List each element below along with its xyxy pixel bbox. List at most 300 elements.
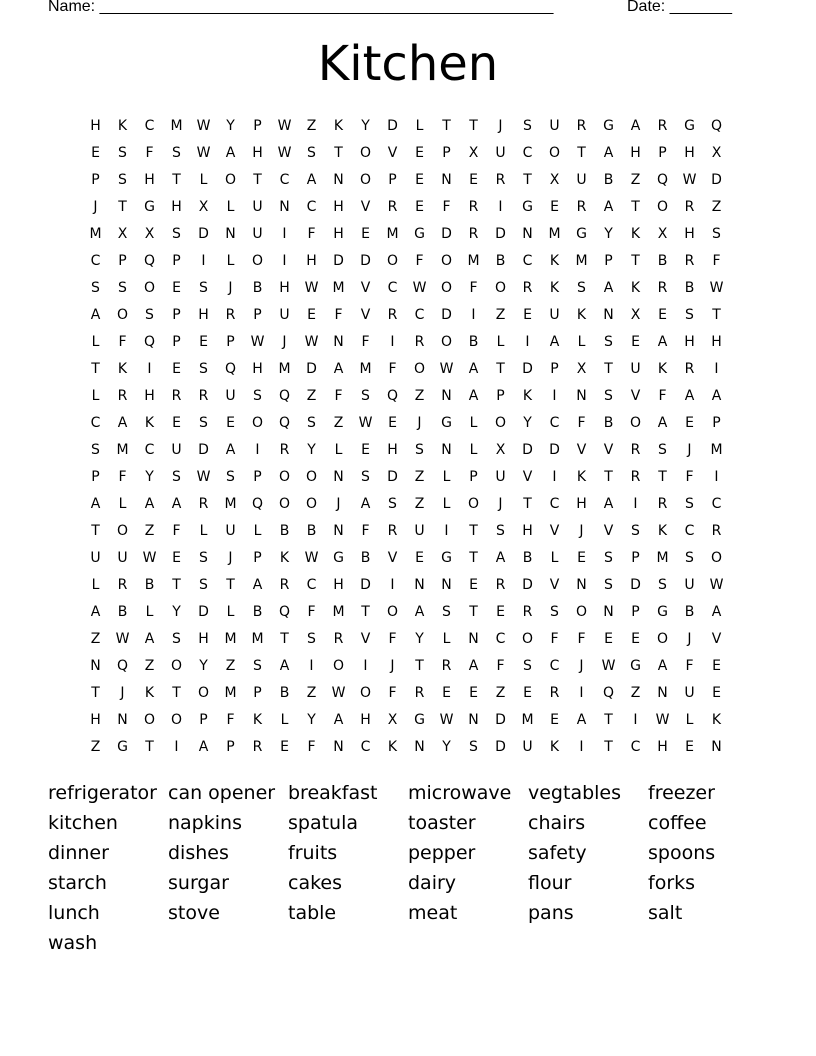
grid-letter: F	[388, 360, 397, 377]
grid-letter: A	[144, 630, 155, 647]
grid-letter: Z	[306, 117, 317, 134]
grid-letter: S	[604, 333, 613, 350]
grid-letter: P	[91, 468, 100, 485]
grid-letter: E	[712, 657, 721, 674]
grid-letter: R	[468, 198, 479, 215]
grid-letter: V	[522, 468, 533, 485]
grid-letter: H	[252, 360, 263, 377]
grid-letter: P	[91, 171, 100, 188]
word-bank-item: fruits	[288, 842, 338, 864]
grid-row	[82, 598, 730, 625]
grid-letter: U	[117, 549, 128, 566]
grid-letter: G	[117, 738, 128, 755]
grid-letter: P	[253, 306, 262, 323]
grid-letter: A	[657, 657, 668, 674]
grid-letter: F	[334, 387, 343, 404]
grid-letter: A	[603, 144, 614, 161]
grid-letter: F	[577, 414, 586, 431]
grid-letter: I	[714, 360, 719, 377]
grid-letter: R	[279, 441, 290, 458]
grid-letter: C	[279, 171, 290, 188]
grid-letter: H	[90, 117, 101, 134]
grid-letter: H	[576, 495, 587, 512]
grid-letter: R	[522, 603, 533, 620]
grid-letter: N	[90, 657, 101, 674]
grid-letter: O	[386, 603, 399, 620]
grid-letter: K	[144, 414, 155, 431]
grid-letter: R	[549, 684, 560, 701]
grid-letter: L	[226, 252, 235, 269]
grid-letter: O	[440, 252, 453, 269]
grid-letter: V	[711, 630, 722, 647]
grid-letter: R	[252, 738, 263, 755]
grid-letter: N	[441, 576, 452, 593]
grid-letter: I	[714, 468, 719, 485]
grid-letter: F	[685, 657, 694, 674]
grid-letter: D	[306, 360, 317, 377]
grid-letter: X	[657, 225, 668, 242]
grid-letter: Q	[602, 684, 615, 701]
grid-letter: H	[657, 738, 668, 755]
grid-letter: R	[684, 198, 695, 215]
grid-letter: N	[333, 171, 344, 188]
grid-letter: O	[278, 495, 291, 512]
grid-letter: I	[552, 387, 557, 404]
grid-letter: K	[711, 711, 722, 728]
grid-letter: U	[225, 387, 236, 404]
grid-letter: D	[522, 576, 533, 593]
grid-letter: O	[359, 144, 372, 161]
grid-letter: G	[441, 414, 452, 431]
grid-row	[82, 166, 730, 193]
grid-letter: K	[630, 225, 641, 242]
grid-letter: S	[199, 279, 208, 296]
grid-letter: X	[576, 360, 587, 377]
grid-letter: W	[304, 333, 319, 350]
grid-letter: O	[305, 495, 318, 512]
grid-letter: W	[655, 711, 670, 728]
grid-letter: F	[388, 630, 397, 647]
grid-letter: G	[603, 117, 614, 134]
grid-letter: Y	[172, 603, 181, 620]
grid-letter: R	[657, 117, 668, 134]
grid-letter: L	[253, 522, 262, 539]
word-bank-item: cakes	[288, 872, 343, 894]
grid-letter: E	[172, 360, 181, 377]
grid-letter: G	[441, 549, 452, 566]
grid-letter: W	[304, 279, 319, 296]
grid-letter: S	[172, 468, 181, 485]
grid-letter: P	[253, 549, 262, 566]
grid-letter: V	[576, 441, 587, 458]
grid-letter: W	[196, 144, 211, 161]
grid-letter: S	[523, 117, 532, 134]
grid-row	[82, 706, 730, 733]
grid-letter: C	[549, 495, 560, 512]
grid-letter: A	[414, 603, 425, 620]
grid-letter: T	[631, 252, 640, 269]
grid-letter: A	[144, 495, 155, 512]
grid-letter: R	[684, 360, 695, 377]
grid-letter: C	[90, 414, 101, 431]
grid-row	[82, 436, 730, 463]
grid-letter: N	[279, 198, 290, 215]
grid-letter: Z	[414, 468, 425, 485]
word-bank-item: pepper	[408, 842, 476, 864]
grid-letter: X	[630, 306, 641, 323]
grid-letter: N	[657, 684, 668, 701]
grid-letter: T	[361, 603, 370, 620]
grid-letter: R	[279, 576, 290, 593]
grid-letter: T	[415, 657, 424, 674]
grid-letter: O	[224, 171, 237, 188]
grid-letter: R	[441, 657, 452, 674]
grid-letter: H	[522, 522, 533, 539]
word-bank-item: spatula	[288, 812, 359, 834]
grid-letter: E	[550, 711, 559, 728]
grid-letter: C	[306, 576, 317, 593]
grid-letter: D	[198, 441, 209, 458]
grid-letter: Y	[145, 468, 154, 485]
grid-letter: W	[682, 171, 697, 188]
grid-letter: B	[495, 252, 506, 269]
grid-letter: B	[117, 603, 128, 620]
grid-letter: G	[144, 198, 155, 215]
grid-letter: L	[442, 630, 451, 647]
grid-letter: A	[90, 603, 101, 620]
grid-letter: F	[442, 198, 451, 215]
grid-letter: Z	[225, 657, 236, 674]
grid-letter: T	[253, 171, 262, 188]
grid-letter: K	[657, 522, 668, 539]
name-field-label: Name: ___________________________________________________	[48, 0, 554, 15]
grid-letter: A	[576, 711, 587, 728]
word-bank-item: toaster	[408, 812, 476, 834]
grid-letter: J	[120, 684, 125, 701]
grid-letter: Y	[226, 117, 235, 134]
grid-letter: W	[412, 279, 427, 296]
grid-row	[82, 409, 730, 436]
grid-letter: I	[579, 684, 584, 701]
grid-letter: M	[710, 441, 723, 458]
grid-letter: Z	[414, 387, 425, 404]
grid-letter: E	[469, 171, 478, 188]
grid-letter: L	[415, 117, 424, 134]
grid-letter: L	[91, 387, 100, 404]
grid-letter: W	[601, 657, 616, 674]
grid-letter: B	[279, 522, 290, 539]
grid-letter: Y	[307, 711, 316, 728]
grid-letter: Q	[143, 333, 156, 350]
grid-letter: P	[172, 333, 181, 350]
grid-letter: P	[199, 711, 208, 728]
grid-letter: E	[550, 198, 559, 215]
grid-letter: L	[145, 603, 154, 620]
grid-letter: F	[469, 279, 478, 296]
grid-letter: H	[684, 333, 695, 350]
grid-letter: V	[603, 522, 614, 539]
grid-letter: I	[201, 252, 206, 269]
grid-letter: C	[684, 522, 695, 539]
grid-letter: R	[495, 576, 506, 593]
grid-letter: K	[387, 738, 398, 755]
grid-letter: A	[306, 171, 317, 188]
grid-letter: V	[630, 387, 641, 404]
word-bank-item: coffee	[648, 812, 707, 834]
grid-letter: P	[253, 468, 262, 485]
grid-letter: D	[711, 171, 722, 188]
grid-letter: W	[277, 117, 292, 134]
grid-letter: X	[711, 144, 722, 161]
grid-letter: K	[279, 549, 290, 566]
grid-letter: R	[576, 198, 587, 215]
grid-letter: J	[579, 522, 584, 539]
grid-letter: L	[685, 711, 694, 728]
grid-letter: S	[442, 603, 451, 620]
grid-letter: J	[390, 657, 395, 674]
grid-letter: O	[116, 306, 129, 323]
grid-letter: M	[575, 252, 588, 269]
grid-letter: N	[333, 468, 344, 485]
word-bank-item: dishes	[168, 842, 229, 864]
grid-letter: P	[712, 414, 721, 431]
grid-letter: I	[255, 441, 260, 458]
grid-letter: L	[226, 603, 235, 620]
grid-letter: X	[117, 225, 128, 242]
word-bank-item: table	[288, 902, 337, 924]
grid-letter: C	[144, 441, 155, 458]
grid-letter: A	[252, 576, 263, 593]
grid-letter: X	[144, 225, 155, 242]
word-bank-row	[48, 898, 788, 928]
grid-letter: J	[687, 630, 692, 647]
grid-letter: P	[172, 306, 181, 323]
grid-letter: A	[360, 495, 371, 512]
grid-letter: N	[522, 225, 533, 242]
grid-letter: Y	[199, 657, 208, 674]
grid-letter: J	[336, 495, 341, 512]
grid-letter: L	[91, 333, 100, 350]
grid-row	[82, 544, 730, 571]
grid-letter: W	[358, 414, 373, 431]
word-bank-item: freezer	[648, 782, 715, 804]
grid-letter: N	[603, 603, 614, 620]
grid-letter: R	[576, 117, 587, 134]
grid-letter: U	[549, 117, 560, 134]
grid-letter: I	[174, 738, 179, 755]
grid-letter: E	[361, 441, 370, 458]
grid-letter: S	[199, 360, 208, 377]
word-bank-item: meat	[408, 902, 458, 924]
word-bank	[48, 778, 788, 958]
grid-letter: E	[685, 414, 694, 431]
grid-letter: P	[226, 333, 235, 350]
grid-letter: Y	[442, 738, 451, 755]
grid-letter: V	[360, 279, 371, 296]
grid-letter: M	[521, 711, 534, 728]
grid-letter: A	[171, 495, 182, 512]
grid-letter: O	[359, 171, 372, 188]
grid-letter: E	[631, 630, 640, 647]
grid-letter: R	[198, 495, 209, 512]
grid-letter: K	[252, 711, 263, 728]
word-bank-item: safety	[528, 842, 587, 864]
grid-letter: U	[252, 198, 263, 215]
grid-letter: D	[360, 252, 371, 269]
grid-letter: Y	[307, 441, 316, 458]
grid-letter: M	[251, 630, 264, 647]
grid-row	[82, 652, 730, 679]
grid-letter: T	[91, 360, 100, 377]
grid-letter: E	[172, 549, 181, 566]
grid-letter: G	[414, 711, 425, 728]
grid-letter: U	[414, 522, 425, 539]
grid-letter: H	[360, 711, 371, 728]
grid-letter: R	[387, 306, 398, 323]
grid-letter: A	[198, 738, 209, 755]
grid-letter: W	[115, 630, 130, 647]
grid-letter: S	[685, 549, 694, 566]
grid-letter: E	[361, 225, 370, 242]
grid-letter: O	[251, 414, 264, 431]
grid-letter: S	[685, 495, 694, 512]
grid-letter: X	[549, 171, 560, 188]
grid-letter: P	[172, 252, 181, 269]
grid-letter: A	[549, 333, 560, 350]
grid-letter: O	[440, 333, 453, 350]
grid-letter: E	[172, 414, 181, 431]
grid-letter: V	[360, 630, 371, 647]
grid-letter: O	[440, 279, 453, 296]
grid-letter: O	[278, 468, 291, 485]
grid-letter: F	[361, 333, 370, 350]
grid-letter: W	[196, 117, 211, 134]
grid-letter: M	[656, 549, 669, 566]
word-bank-item: refrigerator	[48, 782, 157, 804]
grid-letter: O	[251, 252, 264, 269]
grid-letter: Y	[604, 225, 613, 242]
grid-letter: S	[604, 387, 613, 404]
word-bank-item: stove	[168, 902, 220, 924]
grid-letter: H	[171, 198, 182, 215]
grid-letter: W	[439, 360, 454, 377]
grid-letter: S	[118, 171, 127, 188]
grid-letter: C	[522, 252, 533, 269]
grid-letter: Z	[711, 198, 722, 215]
grid-letter: H	[684, 144, 695, 161]
grid-letter: O	[656, 630, 669, 647]
grid-row	[82, 382, 730, 409]
grid-row	[82, 355, 730, 382]
grid-letter: E	[442, 684, 451, 701]
grid-letter: D	[549, 441, 560, 458]
word-bank-row	[48, 808, 788, 838]
grid-letter: A	[333, 360, 344, 377]
grid-letter: T	[604, 738, 613, 755]
word-bank-item: starch	[48, 872, 107, 894]
grid-letter: J	[579, 657, 584, 674]
grid-letter: D	[522, 360, 533, 377]
grid-letter: K	[576, 468, 587, 485]
grid-letter: O	[305, 468, 318, 485]
grid-letter: B	[684, 603, 695, 620]
grid-row	[82, 220, 730, 247]
grid-letter: O	[359, 684, 372, 701]
word-bank-item: microwave	[408, 782, 512, 804]
grid-letter: Q	[224, 360, 237, 377]
grid-letter: T	[172, 576, 181, 593]
grid-letter: X	[468, 144, 479, 161]
grid-letter: W	[439, 711, 454, 728]
grid-letter: A	[711, 387, 722, 404]
grid-letter: H	[198, 630, 209, 647]
grid-letter: L	[280, 711, 289, 728]
grid-letter: G	[333, 549, 344, 566]
grid-letter: E	[658, 306, 667, 323]
grid-letter: N	[468, 711, 479, 728]
grid-letter: S	[604, 576, 613, 593]
grid-letter: Q	[278, 603, 291, 620]
grid-letter: L	[334, 441, 343, 458]
grid-letter: C	[549, 414, 560, 431]
grid-letter: S	[307, 414, 316, 431]
word-bank-item: vegtables	[528, 782, 622, 804]
grid-letter: E	[415, 549, 424, 566]
grid-letter: T	[469, 549, 478, 566]
grid-letter: T	[496, 360, 505, 377]
grid-letter: V	[387, 549, 398, 566]
grid-letter: G	[630, 657, 641, 674]
grid-letter: Q	[710, 117, 723, 134]
grid-letter: P	[496, 387, 505, 404]
grid-letter: T	[523, 495, 532, 512]
grid-letter: U	[495, 144, 506, 161]
grid-letter: Q	[386, 387, 399, 404]
grid-letter: Q	[143, 252, 156, 269]
grid-letter: I	[282, 225, 287, 242]
grid-letter: H	[630, 144, 641, 161]
grid-letter: X	[387, 711, 398, 728]
grid-letter: I	[471, 306, 476, 323]
grid-letter: G	[414, 225, 425, 242]
date-field-label: Date: _______	[627, 0, 732, 15]
grid-letter: Q	[251, 495, 264, 512]
grid-letter: U	[225, 522, 236, 539]
grid-letter: V	[549, 522, 560, 539]
grid-letter: R	[414, 684, 425, 701]
grid-letter: R	[657, 279, 668, 296]
grid-letter: K	[549, 279, 560, 296]
grid-letter: A	[630, 117, 641, 134]
grid-letter: J	[498, 495, 503, 512]
grid-letter: A	[657, 414, 668, 431]
grid-letter: E	[469, 684, 478, 701]
grid-letter: S	[199, 576, 208, 593]
grid-letter: N	[414, 738, 425, 755]
grid-letter: S	[253, 387, 262, 404]
word-bank-item: wash	[48, 932, 98, 954]
grid-letter: S	[604, 549, 613, 566]
grid-letter: V	[549, 576, 560, 593]
grid-letter: C	[549, 657, 560, 674]
word-bank-item: lunch	[48, 902, 100, 924]
grid-letter: F	[550, 630, 559, 647]
grid-letter: J	[417, 414, 422, 431]
grid-letter: L	[199, 522, 208, 539]
grid-letter: L	[469, 414, 478, 431]
grid-letter: S	[145, 306, 154, 323]
grid-letter: M	[224, 684, 237, 701]
